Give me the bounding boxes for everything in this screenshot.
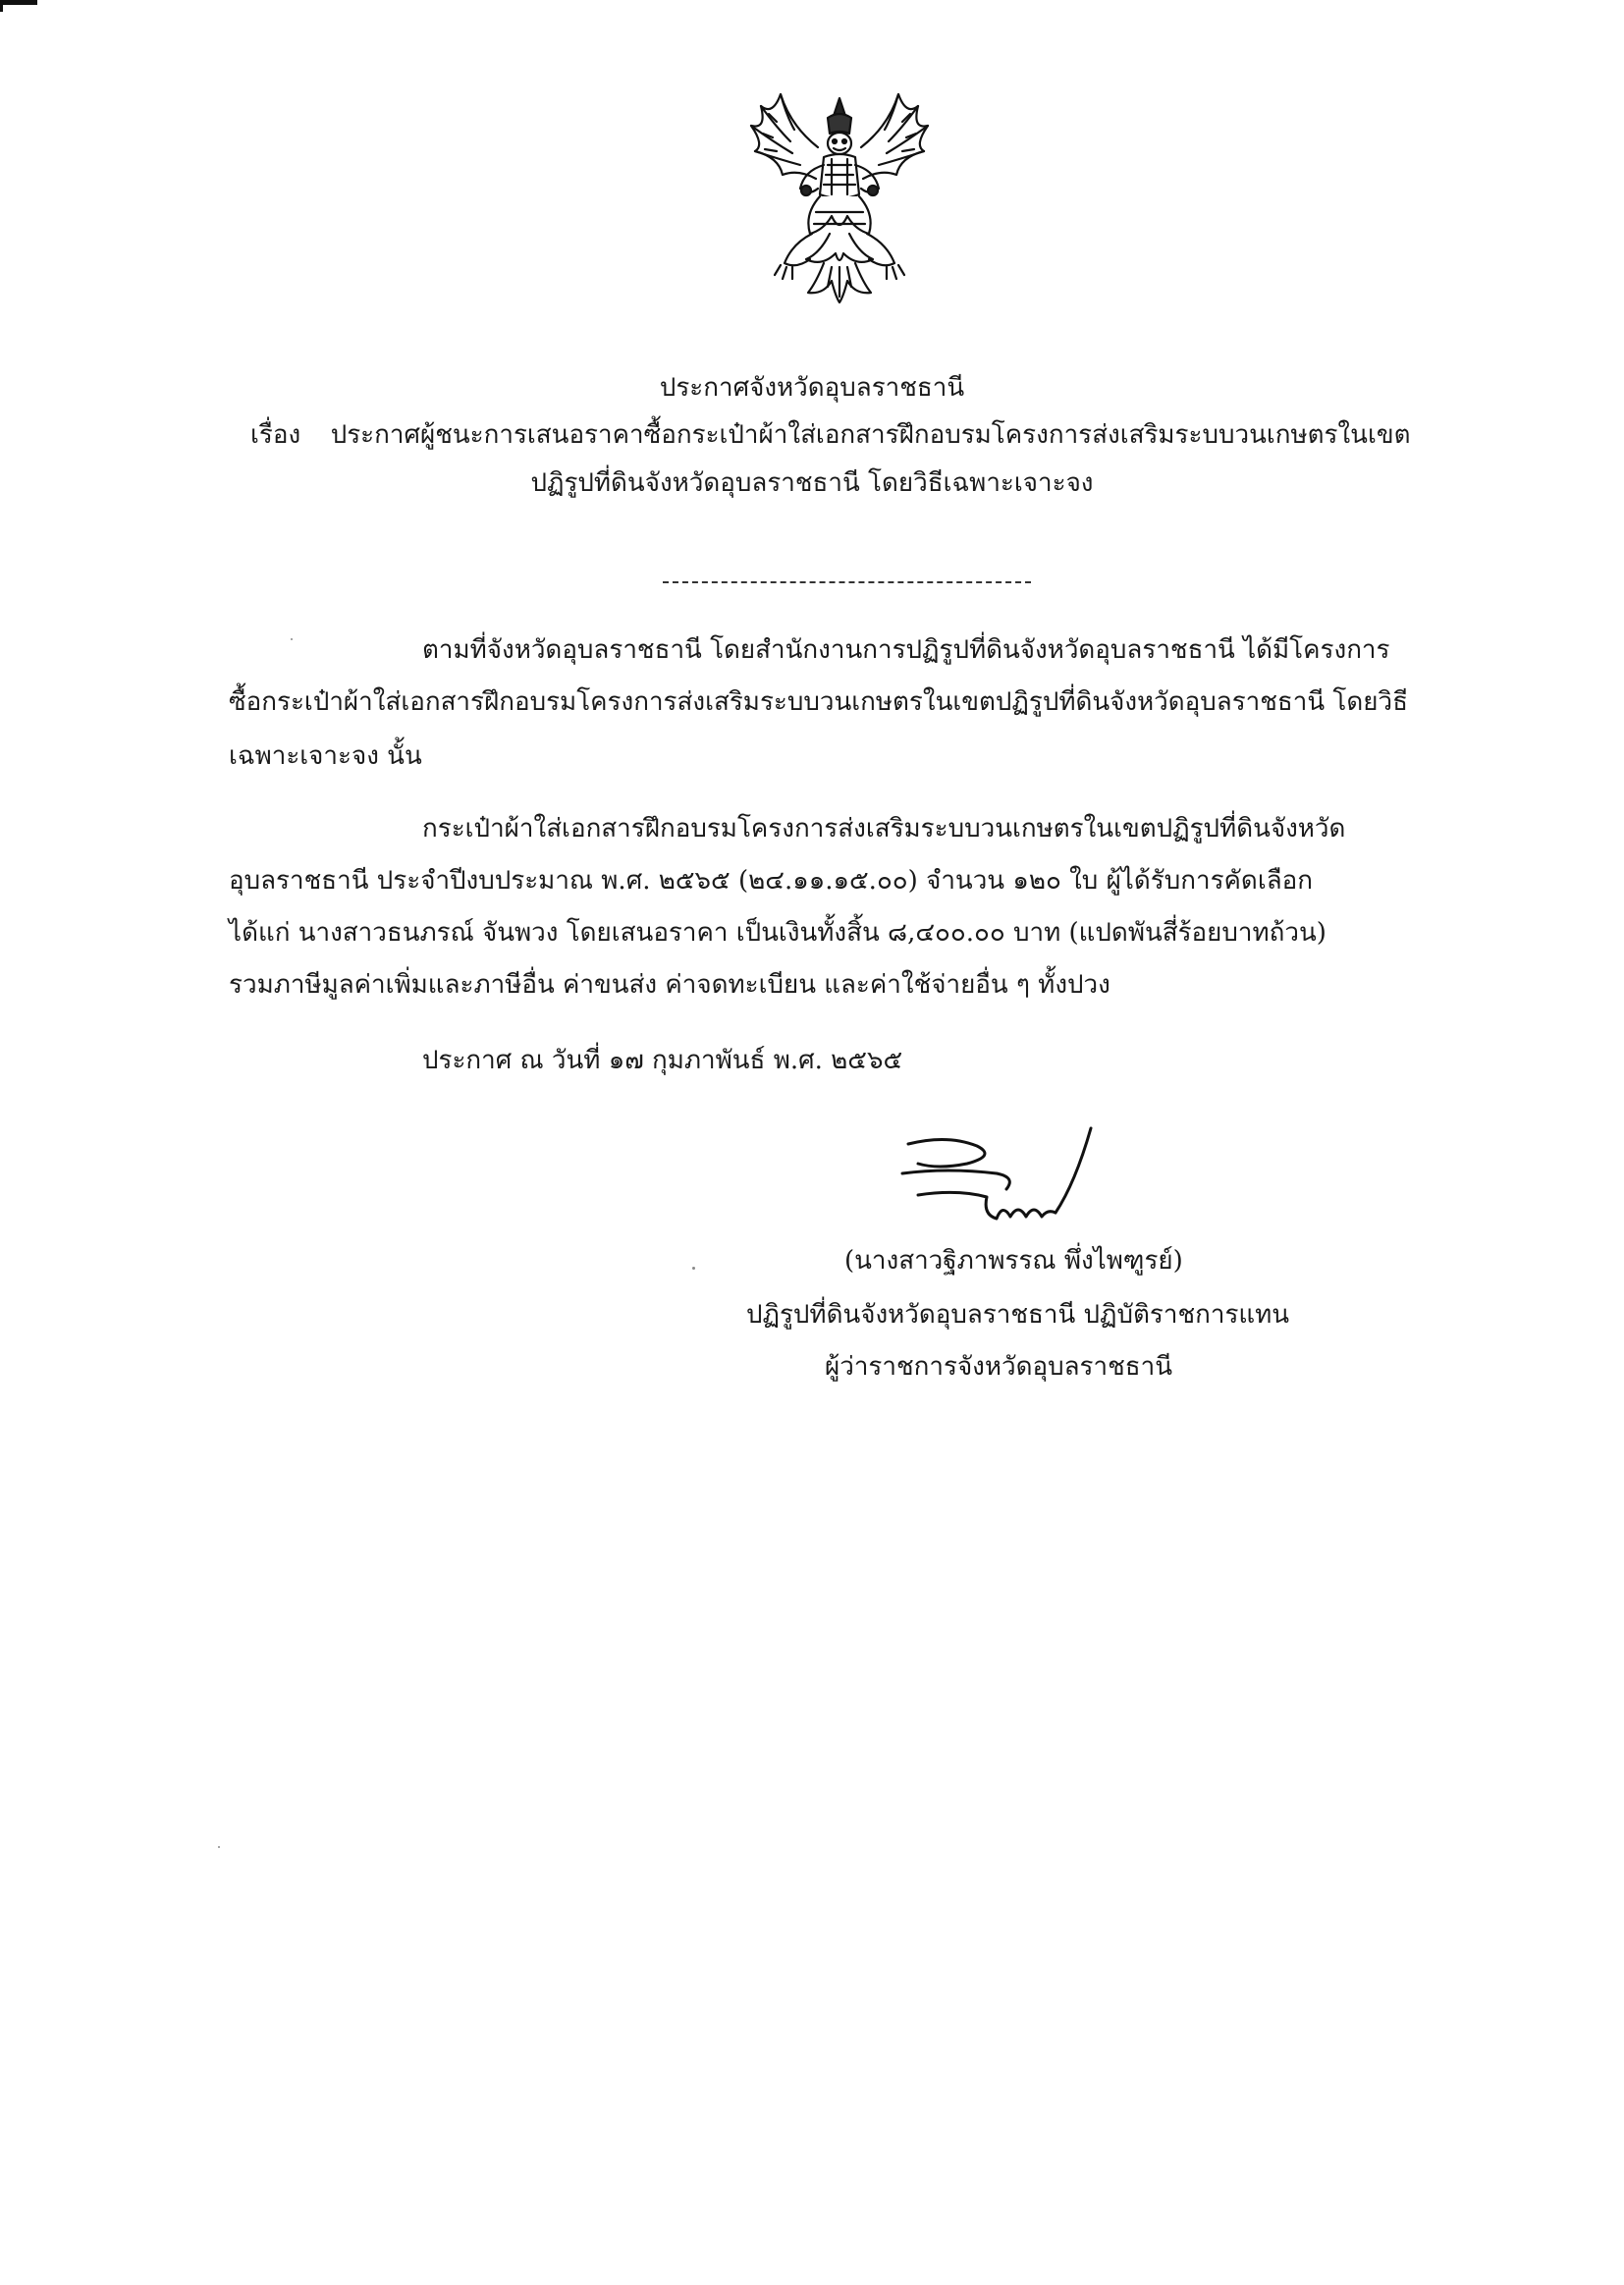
scan-speck <box>291 638 293 640</box>
handwritten-signature <box>889 1124 1114 1237</box>
paragraph2-line1: กระเป๋าผ้าใส่เอกสารฝึกอบรมโครงการส่งเสริมระบบวนเกษตรในเขตปฏิรูปที่ดินจังหวัด <box>422 814 1346 843</box>
scan-corner-mark-vertical <box>0 0 3 12</box>
announcement-title: ประกาศจังหวัดอุบลราชธานี <box>659 373 965 403</box>
garuda-emblem-icon <box>722 86 957 322</box>
paragraph1-line2: ซื้อกระเป๋าผ้าใส่เอกสารฝึกอบรมโครงการส่งเสริมระบบวนเกษตรในเขตปฏิรูปที่ดินจังหวัดอุบลราชธานี โดยวิธี <box>229 687 1408 717</box>
subject-label: เรื่อง <box>250 420 301 450</box>
signatory-position1: ปฏิรูปที่ดินจังหวัดอุบลราชธานี ปฏิบัติราชการแทน <box>746 1300 1290 1330</box>
scan-speck <box>692 1267 695 1270</box>
paragraph2-line3: ได้แก่ นางสาวธนภรณ์ จันพวง โดยเสนอราคา เป็นเงินทั้งสิ้น ๘,๔๐๐.๐๐ บาท (แปดพันสี่ร้อยบาทถ้วน) <box>229 918 1326 948</box>
scan-speck <box>218 1846 220 1848</box>
signatory-position2: ผู้ว่าราชการจังหวัดอุบลราชธานี <box>825 1352 1173 1382</box>
subject-text-line2: ปฏิรูปที่ดินจังหวัดอุบลราชธานี โดยวิธีเฉพาะเจาะจง <box>530 468 1094 498</box>
paragraph2-line4: รวมภาษีมูลค่าเพิ่มและภาษีอื่น ค่าขนส่ง ค่าจดทะเบียน และค่าใช้จ่ายอื่น ๆ ทั้งปวง <box>229 970 1110 1000</box>
announcement-date: ประกาศ ณ วันที่ ๑๗ กุมภาพันธ์ พ.ศ. ๒๕๖๕ <box>422 1046 903 1075</box>
paragraph1-line3: เฉพาะเจาะจง นั้น <box>229 741 422 771</box>
paragraph1-line1: ตามที่จังหวัดอุบลราชธานี โดยสำนักงานการปฏิรูปที่ดินจังหวัดอุบลราชธานี ได้มีโครงการ <box>422 635 1390 665</box>
paragraph2-line2: อุบลราชธานี ประจำปีงบประมาณ พ.ศ. ๒๕๖๕ (๒๔.๑๑.๑๕.๐๐) จำนวน ๑๒๐ ใบ ผู้ได้รับการคัดเลือก <box>229 866 1313 896</box>
subject-text-line1: ประกาศผู้ชนะการเสนอราคาซื้อกระเป๋าผ้าใส่เอกสารฝึกอบรมโครงการส่งเสริมระบบวนเกษตรในเขต <box>330 420 1411 450</box>
scan-corner-mark <box>0 0 37 5</box>
signatory-name: (นางสาวฐิภาพรรณ พึ่งไพฑูรย์) <box>844 1246 1183 1276</box>
subject-line <box>250 418 1411 452</box>
section-divider <box>663 581 1031 583</box>
